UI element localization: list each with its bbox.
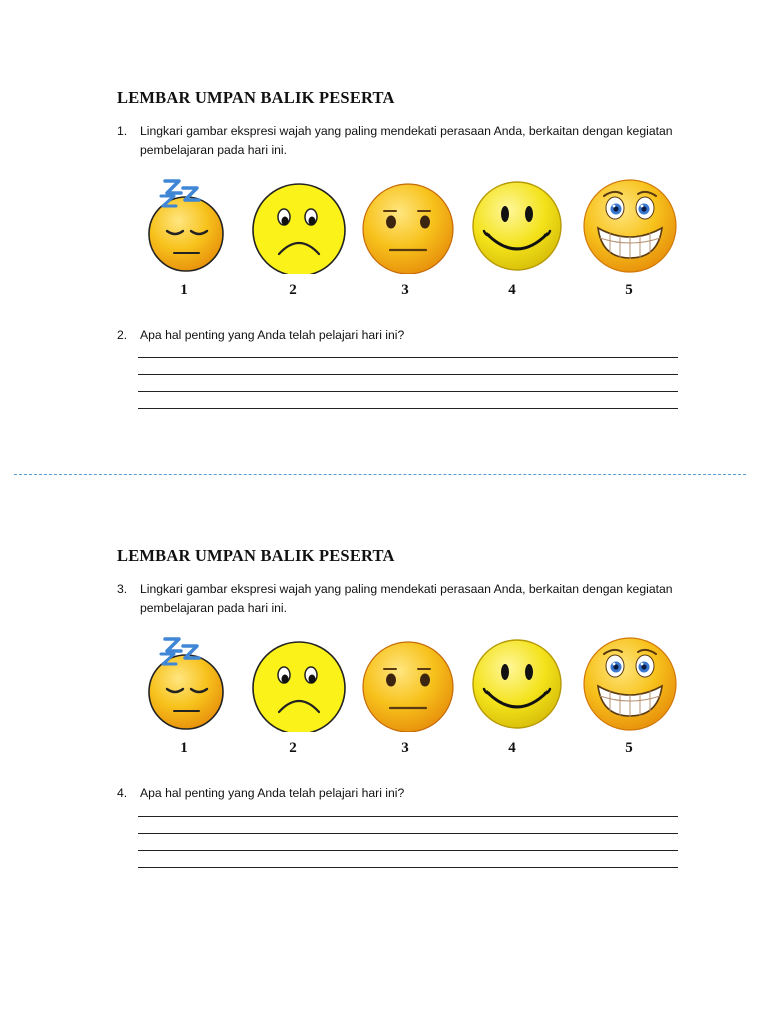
feedback-form-1 [0, 0, 768, 420]
face-label-1: 1 [180, 740, 188, 756]
question-text: Apa hal penting yang Anda telah pelajari hari ini? [140, 328, 405, 342]
smiling-face-icon[interactable] [467, 174, 567, 274]
face-label-5: 5 [625, 740, 633, 756]
question-number: 1. [117, 124, 128, 138]
form-title: LEMBAR UMPAN BALIK PESERTA [117, 88, 395, 107]
answer-line[interactable] [138, 816, 678, 817]
face-rating-row [0, 632, 768, 762]
smiling-face-icon[interactable] [467, 632, 567, 732]
face-label-2: 2 [289, 740, 297, 756]
answer-line[interactable] [138, 850, 678, 851]
question-text: Apa hal penting yang Anda telah pelajari hari ini? [140, 786, 405, 800]
question-text: Lingkari gambar ekspresi wajah yang paling mendekati perasaan Anda, berkaitan dengan kegiatan pembelajaran pada hari ini. [140, 124, 673, 157]
form-title: LEMBAR UMPAN BALIK PESERTA [117, 546, 395, 565]
face-label-4: 4 [508, 740, 516, 756]
face-label-1: 1 [180, 282, 188, 298]
answer-line[interactable] [138, 357, 678, 358]
sad-face-icon[interactable] [249, 174, 349, 274]
question-number: 3. [117, 582, 128, 596]
answer-line[interactable] [138, 833, 678, 834]
neutral-face-icon[interactable] [358, 174, 458, 274]
feedback-form-2 [0, 458, 768, 878]
neutral-face-icon[interactable] [358, 632, 458, 732]
sleepy-face-icon[interactable] [139, 174, 239, 274]
grinning-face-icon[interactable] [580, 174, 680, 274]
answer-line[interactable] [138, 374, 678, 375]
question-text: Lingkari gambar ekspresi wajah yang paling mendekati perasaan Anda, berkaitan dengan kegiatan pembelajaran pada hari ini. [140, 582, 673, 615]
answer-line[interactable] [138, 391, 678, 392]
answer-line[interactable] [138, 867, 678, 868]
sleepy-face-icon[interactable] [139, 632, 239, 732]
question-number: 2. [117, 328, 128, 342]
face-label-2: 2 [289, 282, 297, 298]
grinning-face-icon[interactable] [580, 632, 680, 732]
face-label-4: 4 [508, 282, 516, 298]
question-number: 4. [117, 786, 128, 800]
answer-line[interactable] [138, 408, 678, 409]
face-label-5: 5 [625, 282, 633, 298]
face-rating-row [0, 174, 768, 304]
sad-face-icon[interactable] [249, 632, 349, 732]
face-label-3: 3 [401, 740, 409, 756]
face-label-3: 3 [401, 282, 409, 298]
